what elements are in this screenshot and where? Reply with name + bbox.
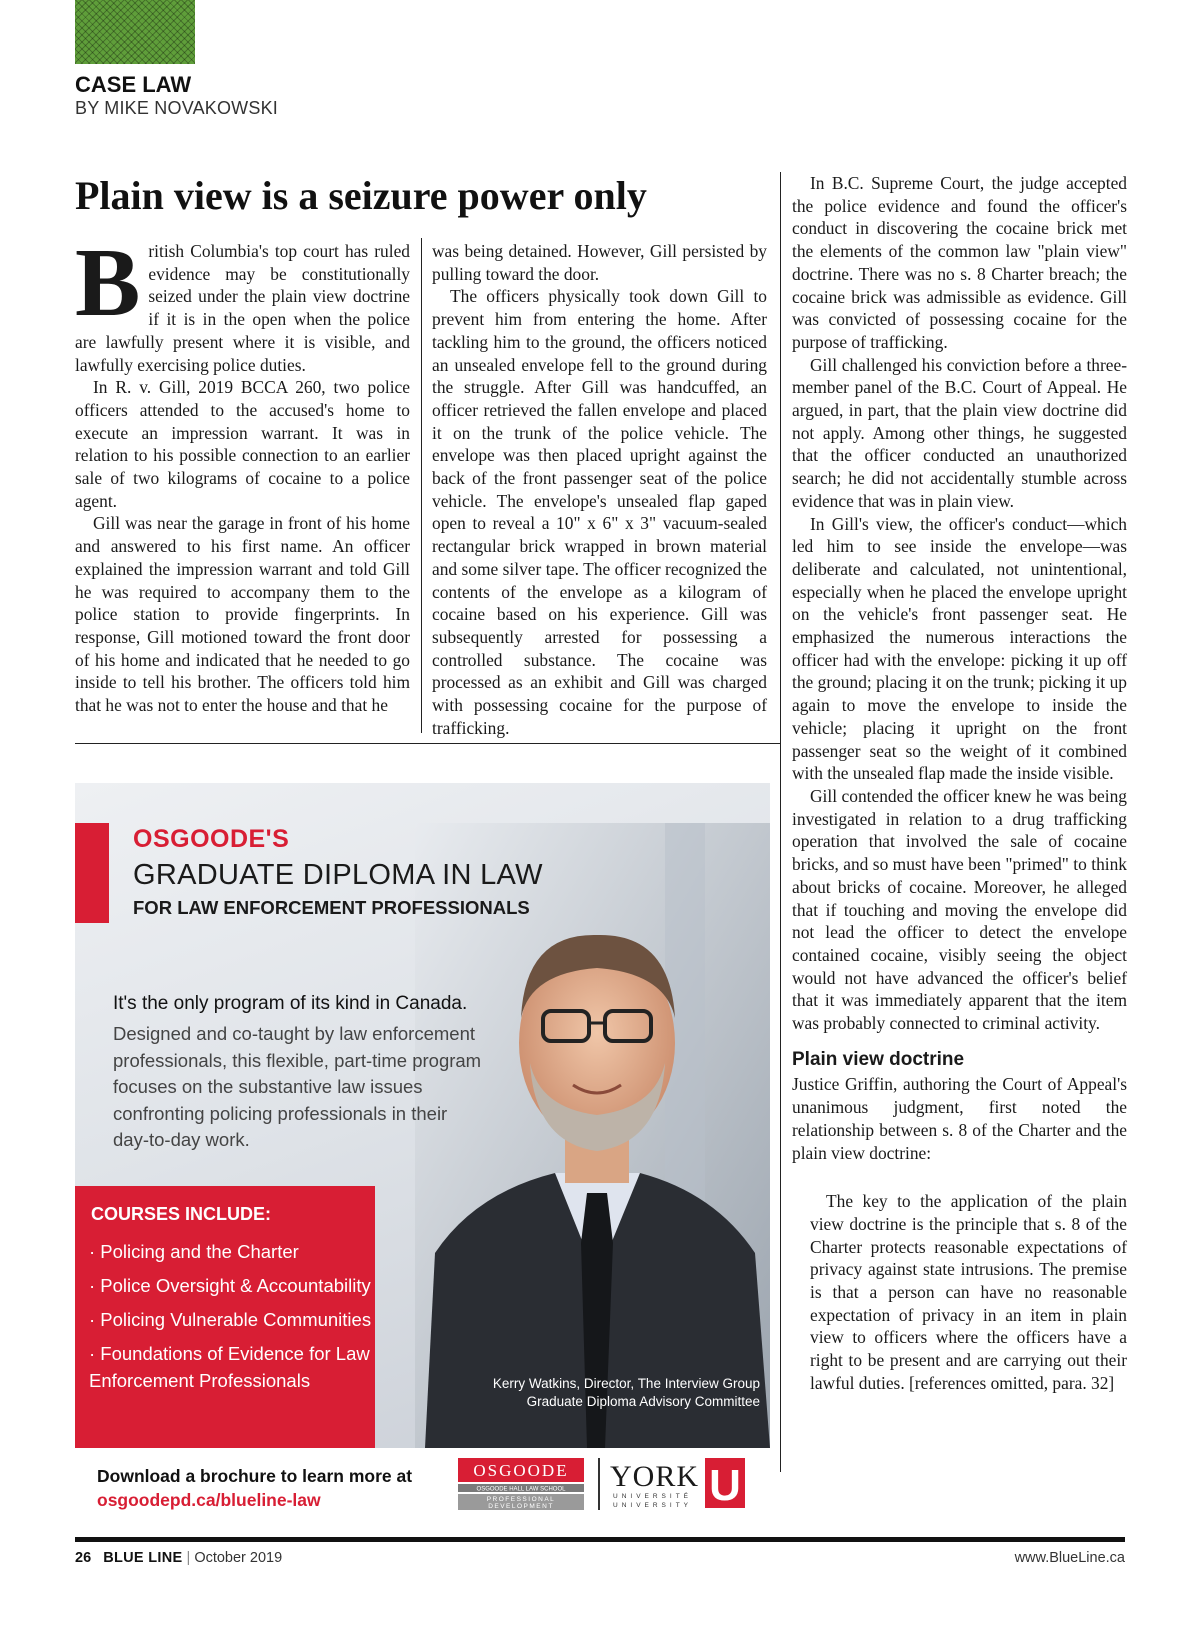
- logo-divider: [598, 1458, 600, 1510]
- paragraph: Gill was near the garage in front of his home and answered to his first name. An officer explained the impression warrant and told Gill he was required to accompany them to the police station to provide fingerprints. In response, Gill motioned toward the front door of his home and indicated that he needed to go inside to tell his brother. The officers told him that he was not to enter the house and that he: [75, 513, 410, 716]
- svg-text:OSGOODE: OSGOODE: [473, 1461, 569, 1480]
- drop-cap: B: [75, 229, 141, 337]
- folio: [75, 1550, 282, 1566]
- paragraph: The officers physically took down Gill to prevent him from entering the home. After tackling him to the ground, the officers noticed an unsealed envelope fell to the ground during the struggle. After Gill was handcuffed, an officer retrieved the fallen envelope and placed it on the trunk of the police vehicle. The envelope was then placed upright against the back of the front passenger seat of the police vehicle. The envelope's unsealed flap gaped open to reveal a 10" x 6" x 3" vacuum-sealed rectangular brick wrapped in brown material and some silver tape. The officer recognized the contents of the envelope as a kilogram of cocaine based on his experience. Gill was subsequently arrested for possessing a controlled substance. The cocaine was processed as an exhibit and Gill was charged with possessing cocaine for the purpose of trafficking.: [432, 286, 767, 738]
- article-column-1: [75, 229, 410, 717]
- issue-date: October 2019: [194, 1550, 283, 1566]
- ad-footer: [75, 1448, 770, 1526]
- course-item: · Police Oversight & Accountability: [89, 1275, 371, 1296]
- download-text: Download a brochure to learn more at: [97, 1466, 413, 1486]
- course-item: · Foundations of Evidence for Law Enforcement Professionals: [89, 1343, 370, 1391]
- paragraph: was being detained. However, Gill persisted by pulling toward the door.: [432, 241, 767, 284]
- paragraph: Gill challenged his conviction before a three-member panel of the B.C. Court of Appeal. He argued, in part, that the plain view doctrine did not apply. Among other things, he suggested that the officer conducted an unauthorized search; he did not accidentally stumble across evidence that was in plain view.: [792, 354, 1127, 511]
- website-url[interactable]: www.BlueLine.ca: [1014, 1550, 1125, 1566]
- svg-text:OSGOODE HALL LAW SCHOOL: OSGOODE HALL LAW SCHOOL: [476, 1486, 566, 1493]
- article-headline: Plain view is a seizure power only: [75, 173, 647, 218]
- ad-body: Designed and co-taught by law enforcement professionals, this flexible, part-time program focuses on the substantive law issues confronting policing professionals in their day-to-day work.: [113, 1023, 482, 1150]
- ad-subtitle: FOR LAW ENFORCEMENT PROFESSIONALS: [133, 897, 530, 918]
- paragraph: In B.C. Supreme Court, the judge accepted the police evidence and found the officer's conduct in discovering the cocaine brick met the elements of the common law "plain view" doctrine. There was no s. 8 Charter breach; the cocaine brick was admissible as evidence. Gill was convicted of possessing cocaine for the purpose of trafficking.: [792, 173, 1127, 352]
- section-label: CASE LAW: [75, 72, 192, 97]
- svg-text:YORK: YORK: [610, 1460, 700, 1493]
- accent-bar: [75, 823, 109, 923]
- download-link[interactable]: osgoodepd.ca/blueline-law: [97, 1490, 321, 1510]
- byline: BY MIKE NOVAKOWSKI: [75, 98, 278, 118]
- section-color-block: [75, 0, 195, 64]
- column-divider: [780, 172, 781, 1472]
- paragraph: Justice Griffin, authoring the Court of Appeal's unanimous judgment, first noted the relationship between s. 8 of the Charter and the plain view doctrine:: [792, 1074, 1127, 1163]
- ad-top-rule: [75, 743, 781, 744]
- svg-text:U: U: [709, 1461, 741, 1510]
- block-quote: [810, 1190, 1127, 1394]
- paragraph: In Gill's view, the officer's conduct—which led him to see inside the envelope—was deliberate and calculated, not unintentional, especially when he placed the envelope upright on the vehicle's front passenger seat. He emphasized the numerous interactions the officer had with the envelope: picking it up off the ground; placing it on the trunk; picking it up again to move the envelope to inside the vehicle; placing it upright on the front passenger seat so the weight of it combined with the unsealed flap made the inside visible.: [792, 513, 1127, 784]
- svg-text:UNIVERSITY: UNIVERSITY: [613, 1502, 693, 1509]
- ad-lead: It's the only program of its kind in Canada.: [113, 993, 468, 1014]
- folio-separator: |: [186, 1550, 191, 1566]
- course-item: · Policing Vulnerable Communities: [89, 1309, 372, 1330]
- advertisement[interactable]: [75, 783, 770, 1448]
- quote-text: The key to the application of the plain view doctrine is the principle that s. 8 of the Charter protects reasonable expectations of privacy against state intrusions. The premise is that a person can have no reasonable expectation of privacy in an item in plain view to officers where the officers have a right to be present and are carrying out their lawful duties. [references omitted, para. 32]: [810, 1191, 1127, 1393]
- ad-kicker: OSGOODE'S: [133, 825, 290, 853]
- svg-text:PROFESSIONAL: PROFESSIONAL: [486, 1496, 556, 1503]
- svg-text:UNIVERSITÉ: UNIVERSITÉ: [613, 1493, 693, 1500]
- subheading: Plain view doctrine: [792, 1048, 965, 1070]
- paragraph: British Columbia's top court has ruled evidence may be constitutionally seized under the plain view doctrine if it is in the open when the police are lawfully present where it is visible, and lawfully exercising police duties.: [75, 229, 410, 375]
- osgoode-logo: [458, 1458, 584, 1510]
- paragraph: In R. v. Gill, 2019 BCCA 260, two police officers attended to the accused's home to execute an impression warrant. It was in relation to his possible connection to an earlier sale of two kilograms of cocaine to a police agent.: [75, 377, 410, 511]
- page-number: 26: [75, 1550, 92, 1566]
- courses-list: [89, 1238, 374, 1401]
- svg-text:DEVELOPMENT: DEVELOPMENT: [488, 1503, 554, 1510]
- ad-title: GRADUATE DIPLOMA IN LAW: [133, 859, 543, 891]
- photo-caption: Kerry Watkins, Director, The Interview Group Graduate Diploma Advisory Committee: [492, 1376, 760, 1409]
- article-column-2: [432, 240, 767, 739]
- article-column-3: [792, 172, 1127, 1395]
- column-divider: [421, 238, 422, 733]
- course-item: · Policing and the Charter: [89, 1241, 299, 1262]
- courses-panel: [75, 1186, 375, 1448]
- york-university-logo: [610, 1456, 750, 1512]
- footer-rule: [75, 1537, 1125, 1542]
- paragraph: Gill contended the officer knew he was being investigated in relation to a drug trafficking operation that involved the sale of cocaine bricks, and so must have been "primed" to think about bricks of cocaine. Moreover, he alleged that if touching and moving the envelope did not lead the officer to detect the envelope contained cocaine, visibly seeing the object would not have advanced the officer's belief that it was immediately apparent that the item was probably connected to criminal activity.: [792, 785, 1127, 1034]
- magazine-name: BLUE LINE: [103, 1550, 183, 1566]
- courses-label: COURSES INCLUDE:: [91, 1204, 272, 1224]
